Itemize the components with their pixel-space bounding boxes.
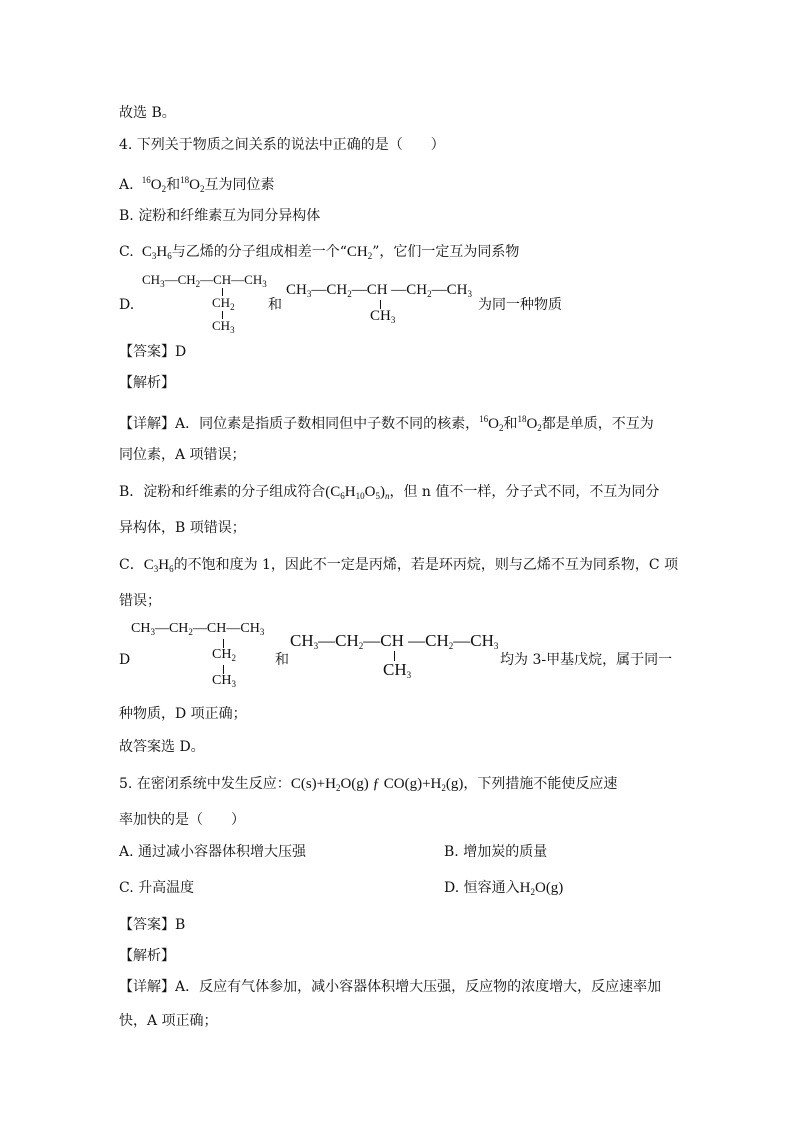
exp-d-and: 和 [275,652,289,668]
opt-a-label: A. [119,177,134,193]
q4-stem-text: 4. 下列关于物质之间关系的说法中正确的是（ ） [119,137,445,153]
q5-stem2 [119,811,245,829]
q5-option-b [444,843,547,861]
struct4-main: $CH_3—CH_2—CH$ $—CH_2—CH_3$ [290,631,499,651]
opt-c-label: C. [119,244,134,260]
q5-stem-pre: 5. 在密闭系统中发生反应： [119,776,291,792]
q5-analysis [119,947,175,965]
q4-exp-c1 [119,556,678,578]
q4-final [119,738,205,756]
q5-exp-a1 [119,978,661,996]
q5-option-a [119,843,306,861]
struct3-ch2: $CH_2$ [212,647,236,663]
final-text: 故答案选 D。 [119,739,205,755]
q5-stem-post: ，下列措施不能使反应速 [463,776,618,792]
struct3-top: $CH_3—CH_2—CH—CH_3$ [131,621,265,637]
c3h6-formula-exp: $C_3H_6$ [143,557,174,574]
q4-exp-d2 [119,705,247,723]
q4-stem [119,136,445,154]
q5-opt-d-pre: D. 恒容通入 [444,880,520,896]
exp-b1-post: ，但 n 值不一样，分子式不同，不互为同分 [389,484,660,500]
exp-a1-text: 【详解】A．同位素是指质子数相同但中子数不同的核素， [119,416,480,432]
opt-d-label: D. [119,297,135,313]
exp-d-label: D [119,652,131,668]
opt-d-text: 为同一种物质 [478,297,562,313]
o16-isotope: $^{16}O_2$ [141,175,167,194]
analysis-label: 【解析】 [119,375,175,391]
exp-b1-text: B．淀粉和纤维素的分子组成符合 [119,484,326,500]
answer-label: 【答案】D [119,344,187,360]
q5-exp-a2-text: 快，A 项正确； [119,1013,218,1029]
opt-a-and: 和 [166,177,181,193]
q4-option-c [119,243,519,265]
exp-a1-post: 都是单质，不互为 [541,416,654,432]
q5-opt-a: A. 通过减小容器体积增大压强 [119,844,307,860]
starch-formula: $(C_6H_{10}O_5)_n$ [325,484,390,501]
exp-d-post: 均为 3-甲基戊烷，属于同一 [500,652,673,668]
q5-option-d [444,879,563,901]
h2o-formula: $H_2O(g)$ [519,880,564,897]
q5-exp-a2 [119,1012,218,1030]
exp-a2-text: 同位素，A 项错误； [119,447,246,463]
exp-c1-pre: C． [119,557,144,573]
q4-option-b [119,207,320,225]
q5-answer-label: 【答案】B [119,917,186,933]
exp-c1-post: 的不饱和度为 1，因此不一定是丙烯，若是环丙烷，则与乙烯不互为同系物，C 项 [173,557,679,573]
exp-c2-text: 错误； [119,593,161,609]
struct1-top: $CH_3—CH_2—CH—CH_3$ [142,272,267,289]
exp-a1-and: 和 [503,416,518,432]
q5-answer [119,916,185,934]
struct2-main: $CH_3—CH_2—CH$ $—CH_2—CH_3$ [286,282,472,299]
exp-d2-text: 种物质，D 项正确； [119,706,247,722]
exp-b2-text: 异构体，B 项错误； [119,520,246,536]
q5-exp-a1-text: 【详解】A．反应有气体参加，减小容器体积增大压强，反应物的浓度增大，反应速率加 [119,979,662,995]
struct4-ch3: $CH_3$ [383,660,412,680]
c3h6-formula: $C_3H_6$ [141,244,172,261]
text-l1: 故选 B。 [119,105,176,121]
q5-stem [119,775,617,797]
opt-c-text2: ”，它们一定互为同系物 [372,244,520,260]
ch2-formula: $CH_2$ [346,244,373,261]
q4-option-a [119,171,274,198]
o16-isotope-exp: $^{16}O_2$ [479,414,504,433]
q4-exp-c2 [119,592,161,610]
opt-b-text: B. 淀粉和纤维素互为同分异构体 [119,208,321,224]
opt-c-text1: 与乙烯的分子组成相差一个“ [171,244,347,260]
q4-answer [119,343,186,361]
line-l1 [119,104,176,122]
struct3-ch3: $CH_3$ [212,673,236,689]
q4-analysis [119,374,175,392]
struct2-ch3: $CH_3$ [370,308,396,325]
struct1-ch2: $CH_2$ [212,295,235,312]
q4-exp-a1 [119,410,654,437]
q5-opt-b: B. 增加炭的质量 [444,844,548,860]
o18-isotope-exp: $^{18}O_2$ [517,414,542,433]
opt-a-text: 互为同位素 [204,177,275,193]
q4-exp-b2 [119,519,246,537]
q5-stem2-text: 率加快的是（ ） [119,812,245,828]
opt-d-and: 和 [268,297,282,313]
q5-analysis-label: 【解析】 [119,948,175,964]
o18-isotope: $^{18}O_2$ [180,175,205,194]
reaction-equation: $C(s)+H_2O(g)$ ƒ $CO(g)+H_2(g)$ [290,776,464,793]
q5-option-c [119,879,194,897]
q4-exp-b1 [119,483,659,505]
q5-opt-c: C. 升高温度 [119,880,195,896]
struct1-ch3: $CH_3$ [212,318,235,335]
q4-exp-a2 [119,446,246,464]
